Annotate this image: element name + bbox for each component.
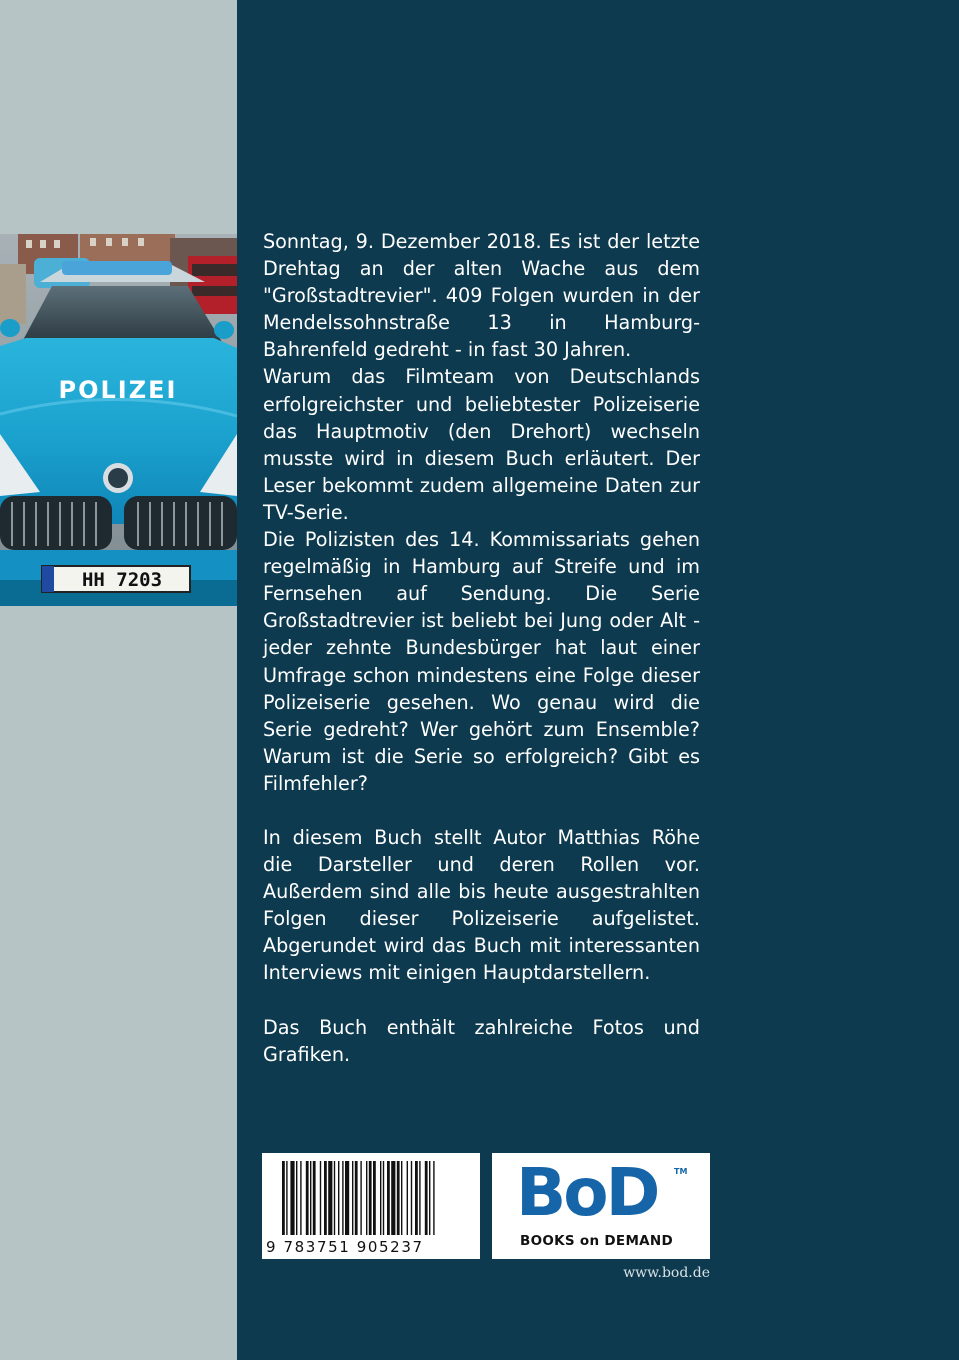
barcode-bar xyxy=(320,1161,321,1235)
barcode-bar xyxy=(373,1161,376,1235)
barcode-bar xyxy=(310,1161,311,1235)
barcode-bar xyxy=(433,1161,434,1235)
barcode-bar xyxy=(380,1161,381,1235)
barcode-bar xyxy=(369,1161,372,1235)
barcode-bar xyxy=(352,1161,353,1235)
barcode-bar xyxy=(411,1161,412,1235)
isbn-digits: 9 783751 905237 xyxy=(266,1238,424,1256)
barcode-bar xyxy=(300,1161,301,1235)
barcode-bar xyxy=(429,1161,430,1235)
barcode-bar xyxy=(306,1161,309,1235)
light-bar xyxy=(62,261,172,275)
barcode-bar xyxy=(360,1161,361,1235)
barcode-bar xyxy=(425,1161,428,1235)
blurb-paragraph: Sonntag, 9. Dezember 2018. Es ist der letzte Drehtag an der alten Wache aus dem "Großstadtrevier". 409 Folgen wurden in der Mendelssohnstraße 13 in Hamburg-Bahrenfeld gedreht - in fast 30 Jahren. xyxy=(263,230,700,362)
barcode-bar xyxy=(290,1161,294,1235)
blurb-paragraph: Das Buch enthält zahlreiche Fotos und Grafiken. xyxy=(263,1015,700,1066)
publisher-tagline: BOOKS on DEMAND xyxy=(520,1233,674,1249)
barcode-bar xyxy=(296,1161,297,1235)
barcode-bar xyxy=(342,1161,343,1235)
barcode-bar xyxy=(282,1161,285,1235)
publisher-logo-box xyxy=(492,1153,710,1259)
barcode-bar xyxy=(366,1161,367,1235)
trademark-mark: TM xyxy=(674,1167,688,1176)
barcode-bar xyxy=(407,1161,408,1235)
isbn-barcode xyxy=(262,1153,480,1259)
barcode-bar xyxy=(355,1161,358,1235)
barcode-bar xyxy=(313,1161,316,1235)
barcode-bar xyxy=(419,1161,420,1235)
publisher-website: www.bod.de xyxy=(623,1265,710,1281)
windshield xyxy=(22,286,222,342)
blurb-paragraph: Warum das Filmteam von Deutschlands erfolgreichster und beliebtester Polizeiserie das Hauptmotiv (den Drehort) wechseln musste wird in diesem Buch erläutert. Der Leser bekommt zudem allgemeine Daten zur TV-Serie. xyxy=(263,365,700,524)
car-lettering: POLIZEI xyxy=(58,376,178,404)
grille-right xyxy=(124,496,237,550)
barcode-bar xyxy=(328,1161,332,1235)
blurb-paragraph: Die Polizisten des 14. Kommissariats gehen regelmäßig in Hamburg auf Streife und im Fernsehen auf Sendung. Die Serie Großstadtrevier ist beliebt bei Jung oder Alt - jeder zehnte Bundesbürger hat laut einer Umfrage schon mindestens eine Folge dieser Polizeiserie gesehen. Wo genau wird die Serie gedreht? Wer gehört zum Ensemble? Warum ist die Serie so erfolgreich? Gibt es Filmfehler? xyxy=(263,528,700,795)
barcode-bar xyxy=(334,1161,335,1235)
barcode-bar xyxy=(345,1161,349,1235)
barcode-bar xyxy=(286,1161,287,1235)
barcode-bar xyxy=(391,1161,395,1235)
barcode-bar xyxy=(387,1161,390,1235)
barcode-bar xyxy=(383,1161,384,1235)
license-plate-text: HH 7203 xyxy=(81,569,163,591)
blurb-paragraph: In diesem Buch stellt Autor Matthias Röhe die Darsteller und deren Rollen vor. Außerdem sind alle bis heute ausgestrahlten Folgen dieser Polizeiserie aufgelistet. Abgerundet wird das Buch mit interessanten Interviews mit einigen Hauptdarstellern. xyxy=(263,825,700,985)
barcode-bar xyxy=(415,1161,418,1235)
barcode-bar xyxy=(338,1161,339,1235)
barcode-bar xyxy=(397,1161,400,1235)
barcode-bar xyxy=(401,1161,402,1235)
barcode-bar xyxy=(324,1161,327,1235)
back-cover-blurb xyxy=(263,228,700,1068)
bod-logo: BoD xyxy=(516,1154,658,1231)
police-car-photo xyxy=(0,234,237,606)
side-strip xyxy=(0,0,237,1360)
